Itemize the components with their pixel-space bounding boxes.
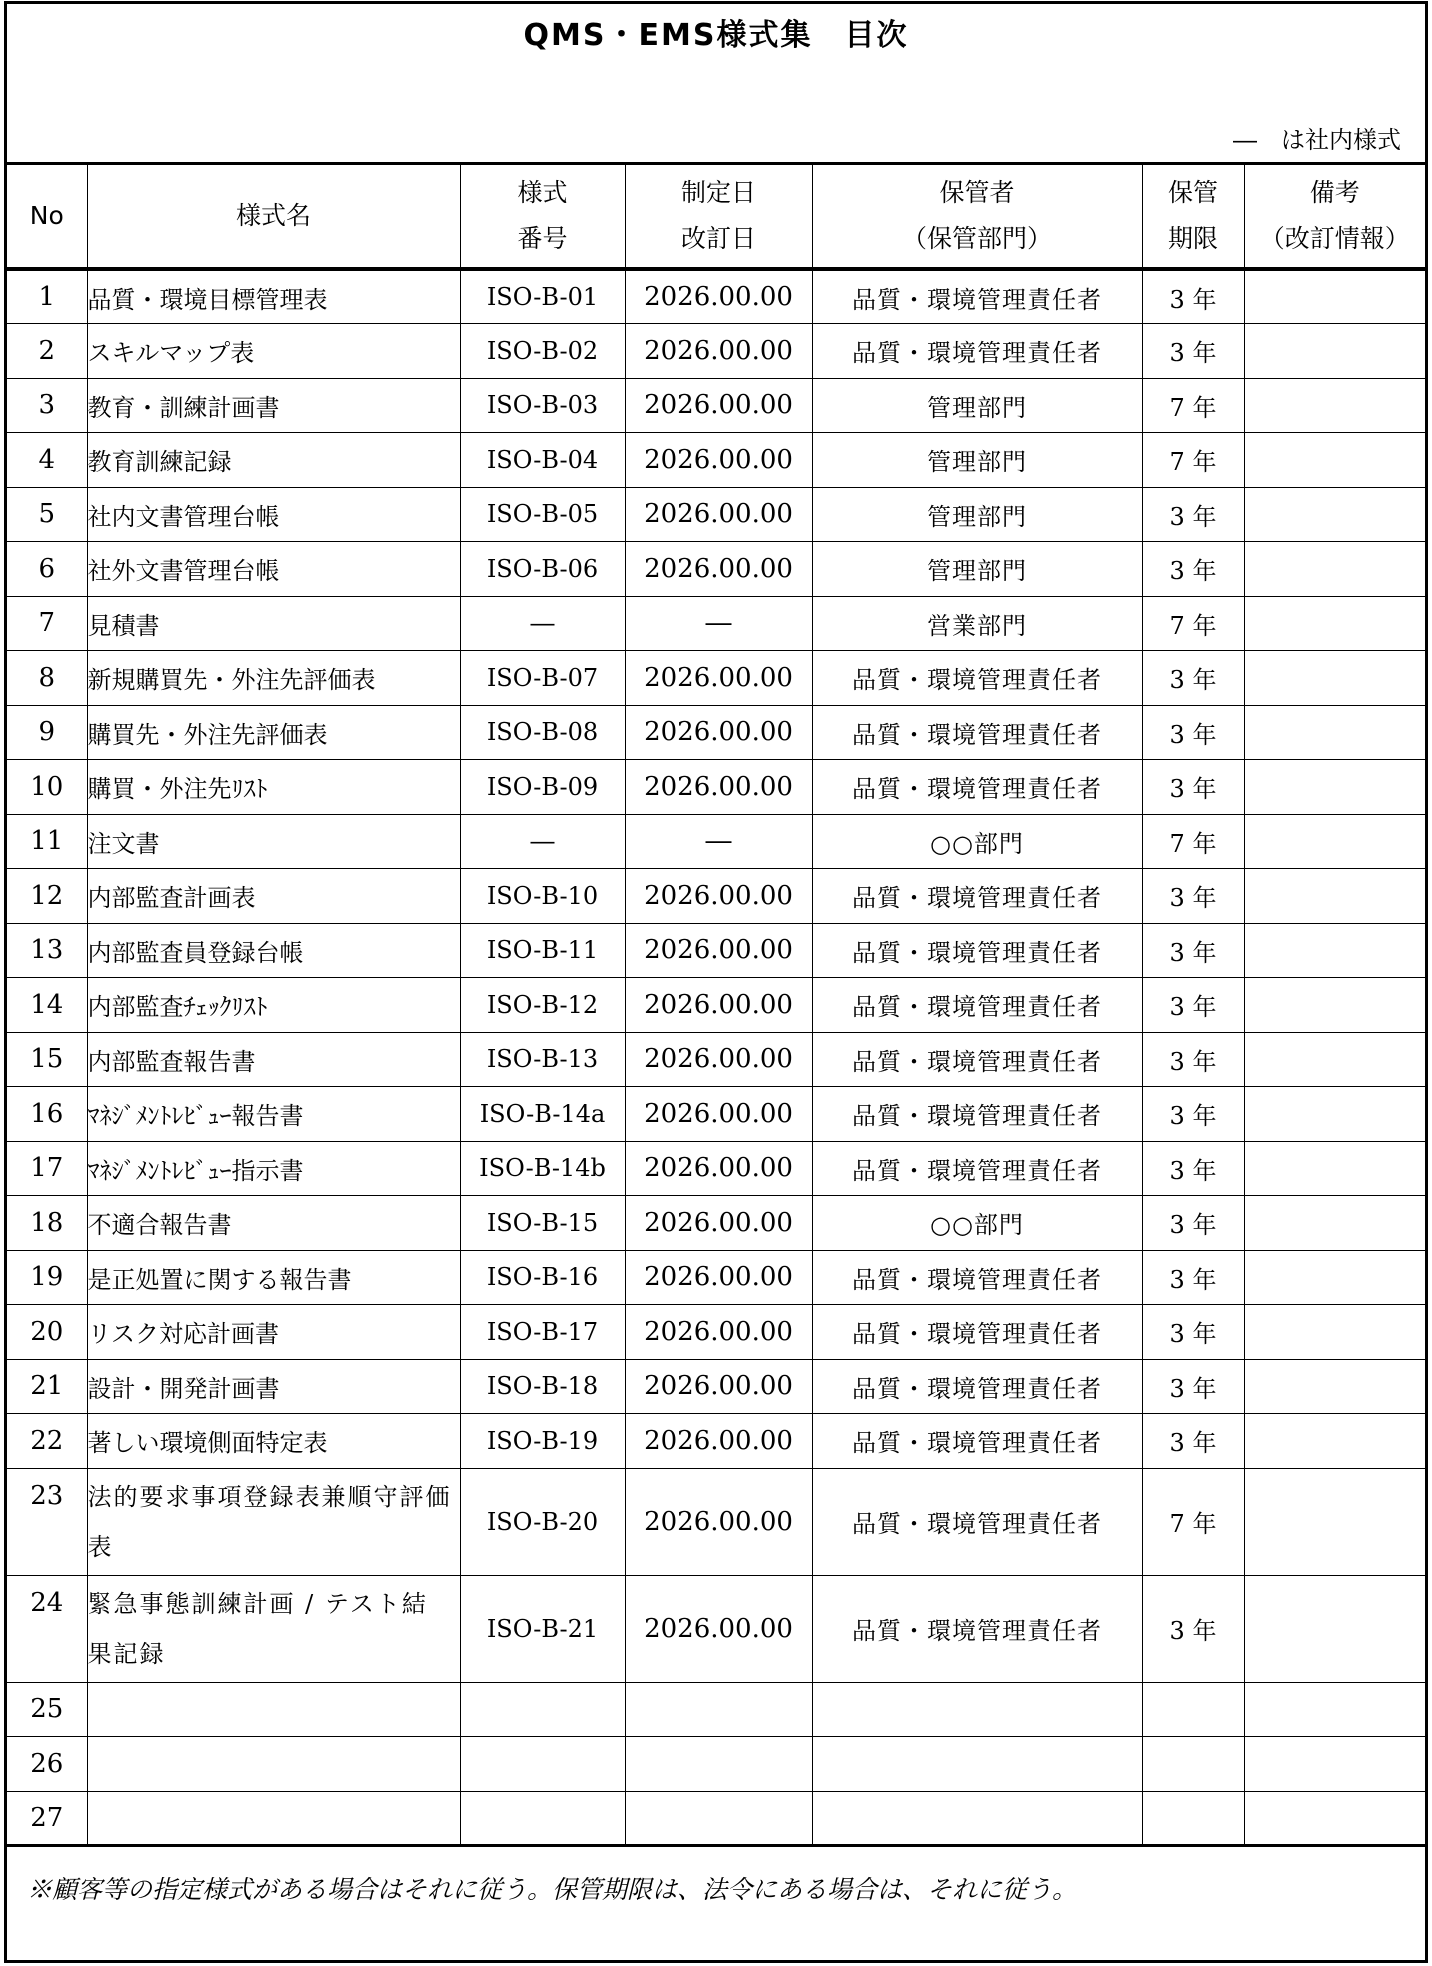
cell-keeper: ○○部門 [812,1196,1142,1251]
table-header-row [7,164,1425,270]
table-row [7,651,1425,706]
cell-code: ― [460,596,625,651]
table-row [7,1305,1425,1360]
cell-keeper: 営業部門 [812,596,1142,651]
cell-keeper [812,1791,1142,1846]
cell-term: 3 年 [1142,760,1244,815]
cell-date: 2026.00.00 [625,1032,812,1087]
cell-name: 内部監査ﾁｪｯｸﾘｽﾄ [87,978,460,1033]
table-row [7,433,1425,488]
cell-keeper: ○○部門 [812,814,1142,869]
cell-date: 2026.00.00 [625,324,812,379]
cell-code: ISO-B-11 [460,923,625,978]
cell-remarks [1244,269,1425,324]
cell-term [1142,1737,1244,1792]
cell-name: 注文書 [87,814,460,869]
cell-remarks [1244,978,1425,1033]
cell-keeper: 品質・環境管理責任者 [812,324,1142,379]
cell-code: ISO-B-04 [460,433,625,488]
cell-remarks [1244,1682,1425,1737]
table-row [7,1250,1425,1305]
table-row [7,378,1425,433]
cell-code: ISO-B-10 [460,869,625,924]
cell-remarks [1244,487,1425,542]
cell-keeper: 品質・環境管理責任者 [812,1032,1142,1087]
cell-keeper: 品質・環境管理責任者 [812,1250,1142,1305]
cell-remarks [1244,1032,1425,1087]
table-row [7,978,1425,1033]
cell-remarks [1244,1414,1425,1469]
header-name: 様式名 [87,164,460,270]
cell-name: 社外文書管理台帳 [87,542,460,597]
cell-no: 14 [7,978,87,1033]
table-row [7,542,1425,597]
cell-keeper [812,1682,1142,1737]
cell-remarks [1244,1791,1425,1846]
cell-term [1142,1791,1244,1846]
cell-no: 8 [7,651,87,706]
cell-remarks [1244,1196,1425,1251]
table-row [7,1196,1425,1251]
cell-remarks [1244,324,1425,379]
table-row [7,1032,1425,1087]
table-row [7,1791,1425,1846]
cell-no: 4 [7,433,87,488]
cell-term: 7 年 [1142,814,1244,869]
cell-term: 3 年 [1142,1032,1244,1087]
cell-code: ISO-B-13 [460,1032,625,1087]
cell-keeper: 品質・環境管理責任者 [812,1468,1142,1575]
cell-keeper: 品質・環境管理責任者 [812,1414,1142,1469]
cell-date: 2026.00.00 [625,269,812,324]
cell-date [625,1791,812,1846]
cell-term [1142,1682,1244,1737]
cell-term: 3 年 [1142,1087,1244,1142]
cell-term: 3 年 [1142,487,1244,542]
cell-date: 2026.00.00 [625,923,812,978]
cell-name: 内部監査報告書 [87,1032,460,1087]
table-row [7,269,1425,324]
cell-no: 23 [7,1468,87,1575]
cell-name: 設計・開発計画書 [87,1359,460,1414]
cell-term: 3 年 [1142,869,1244,924]
cell-keeper: 品質・環境管理責任者 [812,1359,1142,1414]
cell-date: 2026.00.00 [625,542,812,597]
cell-remarks [1244,814,1425,869]
cell-name: リスク対応計画書 [87,1305,460,1360]
cell-term: 3 年 [1142,324,1244,379]
cell-no: 2 [7,324,87,379]
header-remarks: 備考 （改訂情報） [1244,164,1425,270]
cell-code: ISO-B-01 [460,269,625,324]
cell-code: ISO-B-14a [460,1087,625,1142]
cell-no: 21 [7,1359,87,1414]
cell-no: 17 [7,1141,87,1196]
cell-code: ISO-B-07 [460,651,625,706]
cell-keeper [812,1737,1142,1792]
cell-code: ISO-B-03 [460,378,625,433]
cell-no: 13 [7,923,87,978]
cell-code: ISO-B-17 [460,1305,625,1360]
cell-code: ISO-B-18 [460,1359,625,1414]
table-row [7,923,1425,978]
cell-term: 3 年 [1142,1141,1244,1196]
cell-term: 3 年 [1142,542,1244,597]
table-row [7,596,1425,651]
cell-no: 15 [7,1032,87,1087]
cell-name [87,1737,460,1792]
cell-remarks [1244,596,1425,651]
cell-remarks [1244,378,1425,433]
table-row [7,324,1425,379]
cell-name: スキルマップ表 [87,324,460,379]
cell-name: 緊急事態訓練計画 / テスト結果記録 [87,1575,460,1682]
cell-date: 2026.00.00 [625,1468,812,1575]
table-row [7,1414,1425,1469]
cell-no: 22 [7,1414,87,1469]
header-code: 様式 番号 [460,164,625,270]
cell-code: ISO-B-21 [460,1575,625,1682]
cell-no: 24 [7,1575,87,1682]
cell-name: ﾏﾈｼﾞﾒﾝﾄﾚﾋﾞｭｰ指示書 [87,1141,460,1196]
table-row [7,1682,1425,1737]
cell-term: 3 年 [1142,1414,1244,1469]
cell-date: 2026.00.00 [625,1359,812,1414]
cell-code: ISO-B-16 [460,1250,625,1305]
cell-no: 9 [7,705,87,760]
cell-no: 3 [7,378,87,433]
header-date: 制定日 改訂日 [625,164,812,270]
cell-name: 新規購買先・外注先評価表 [87,651,460,706]
cell-keeper: 品質・環境管理責任者 [812,1305,1142,1360]
cell-date: 2026.00.00 [625,433,812,488]
cell-remarks [1244,1575,1425,1682]
cell-term: 7 年 [1142,596,1244,651]
table-row [7,1575,1425,1682]
header-no: No [7,164,87,270]
cell-no: 5 [7,487,87,542]
cell-no: 19 [7,1250,87,1305]
table-row [7,760,1425,815]
cell-code: ISO-B-15 [460,1196,625,1251]
cell-keeper: 管理部門 [812,433,1142,488]
cell-date: 2026.00.00 [625,378,812,433]
cell-keeper: 品質・環境管理責任者 [812,1575,1142,1682]
cell-remarks [1244,433,1425,488]
cell-date: 2026.00.00 [625,1141,812,1196]
cell-no: 1 [7,269,87,324]
cell-code: ISO-B-19 [460,1414,625,1469]
table-row [7,1087,1425,1142]
footnote: ※顧客等の指定様式がある場合はそれに従う。保管期限は、法令にある場合は、それに従う。 [27,1875,1078,1904]
cell-keeper: 品質・環境管理責任者 [812,651,1142,706]
cell-term: 3 年 [1142,1196,1244,1251]
cell-code: ISO-B-08 [460,705,625,760]
page-title: QMS・EMS様式集 目次 [523,18,909,53]
cell-no: 11 [7,814,87,869]
cell-code [460,1791,625,1846]
cell-code: ISO-B-20 [460,1468,625,1575]
cell-name: 不適合報告書 [87,1196,460,1251]
cell-term: 3 年 [1142,978,1244,1033]
cell-code [460,1682,625,1737]
cell-date: 2026.00.00 [625,651,812,706]
table-row [7,1359,1425,1414]
cell-keeper: 品質・環境管理責任者 [812,978,1142,1033]
cell-date: 2026.00.00 [625,487,812,542]
cell-remarks [1244,1087,1425,1142]
cell-date: 2026.00.00 [625,1196,812,1251]
cell-code: ISO-B-09 [460,760,625,815]
cell-no: 6 [7,542,87,597]
cell-date [625,1682,812,1737]
table-row [7,1737,1425,1792]
cell-code: ISO-B-02 [460,324,625,379]
cell-remarks [1244,869,1425,924]
table-row [7,487,1425,542]
cell-date: 2026.00.00 [625,1087,812,1142]
cell-no: 18 [7,1196,87,1251]
document-page [4,1,1428,1963]
cell-date: 2026.00.00 [625,978,812,1033]
cell-term: 3 年 [1142,1250,1244,1305]
cell-date: ― [625,814,812,869]
cell-term: 7 年 [1142,433,1244,488]
cell-name: 著しい環境側面特定表 [87,1414,460,1469]
cell-name: 社内文書管理台帳 [87,487,460,542]
cell-no: 20 [7,1305,87,1360]
cell-name: 教育訓練記録 [87,433,460,488]
cell-remarks [1244,923,1425,978]
cell-keeper: 管理部門 [812,542,1142,597]
cell-remarks [1244,1737,1425,1792]
cell-name: 見積書 [87,596,460,651]
cell-date: 2026.00.00 [625,1250,812,1305]
cell-date [625,1737,812,1792]
cell-remarks [1244,705,1425,760]
cell-keeper: 品質・環境管理責任者 [812,760,1142,815]
cell-name: ﾏﾈｼﾞﾒﾝﾄﾚﾋﾞｭｰ報告書 [87,1087,460,1142]
cell-name: 品質・環境目標管理表 [87,269,460,324]
cell-keeper: 品質・環境管理責任者 [812,1141,1142,1196]
cell-term: 3 年 [1142,269,1244,324]
table-row [7,814,1425,869]
cell-remarks [1244,542,1425,597]
cell-name: 購買・外注先ﾘｽﾄ [87,760,460,815]
cell-term: 7 年 [1142,378,1244,433]
legend-note: ― は社内様式 [1233,126,1401,154]
cell-name: 法的要求事項登録表兼順守評価表 [87,1468,460,1575]
cell-date: 2026.00.00 [625,705,812,760]
cell-code [460,1737,625,1792]
cell-code: ISO-B-06 [460,542,625,597]
cell-term: 3 年 [1142,651,1244,706]
cell-remarks [1244,1250,1425,1305]
cell-remarks [1244,1305,1425,1360]
cell-no: 27 [7,1791,87,1846]
cell-remarks [1244,651,1425,706]
cell-term: 3 年 [1142,1305,1244,1360]
cell-no: 10 [7,760,87,815]
cell-term: 7 年 [1142,1468,1244,1575]
cell-term: 3 年 [1142,1575,1244,1682]
header-term: 保管 期限 [1142,164,1244,270]
cell-keeper: 管理部門 [812,378,1142,433]
cell-no: 12 [7,869,87,924]
cell-name: 内部監査計画表 [87,869,460,924]
cell-date: ― [625,596,812,651]
cell-keeper: 品質・環境管理責任者 [812,705,1142,760]
cell-code: ― [460,814,625,869]
cell-term: 3 年 [1142,1359,1244,1414]
cell-name [87,1682,460,1737]
table-row [7,1141,1425,1196]
cell-term: 3 年 [1142,705,1244,760]
cell-name: 内部監査員登録台帳 [87,923,460,978]
cell-date: 2026.00.00 [625,1575,812,1682]
cell-date: 2026.00.00 [625,760,812,815]
cell-remarks [1244,1468,1425,1575]
cell-term: 3 年 [1142,923,1244,978]
cell-no: 7 [7,596,87,651]
cell-keeper: 管理部門 [812,487,1142,542]
cell-keeper: 品質・環境管理責任者 [812,269,1142,324]
cell-remarks [1244,760,1425,815]
forms-index-table [7,162,1425,1847]
cell-name: 教育・訓練計画書 [87,378,460,433]
table-body [7,269,1425,1846]
header-keeper: 保管者 （保管部門） [812,164,1142,270]
cell-name: 是正処置に関する報告書 [87,1250,460,1305]
cell-name [87,1791,460,1846]
cell-code: ISO-B-05 [460,487,625,542]
cell-code: ISO-B-14b [460,1141,625,1196]
cell-name: 購買先・外注先評価表 [87,705,460,760]
table-row [7,1468,1425,1575]
table-row [7,705,1425,760]
cell-keeper: 品質・環境管理責任者 [812,869,1142,924]
cell-no: 16 [7,1087,87,1142]
cell-date: 2026.00.00 [625,1414,812,1469]
cell-remarks [1244,1141,1425,1196]
cell-keeper: 品質・環境管理責任者 [812,1087,1142,1142]
cell-keeper: 品質・環境管理責任者 [812,923,1142,978]
cell-date: 2026.00.00 [625,869,812,924]
cell-date: 2026.00.00 [625,1305,812,1360]
cell-code: ISO-B-12 [460,978,625,1033]
cell-no: 26 [7,1737,87,1792]
table-row [7,869,1425,924]
cell-no: 25 [7,1682,87,1737]
cell-remarks [1244,1359,1425,1414]
